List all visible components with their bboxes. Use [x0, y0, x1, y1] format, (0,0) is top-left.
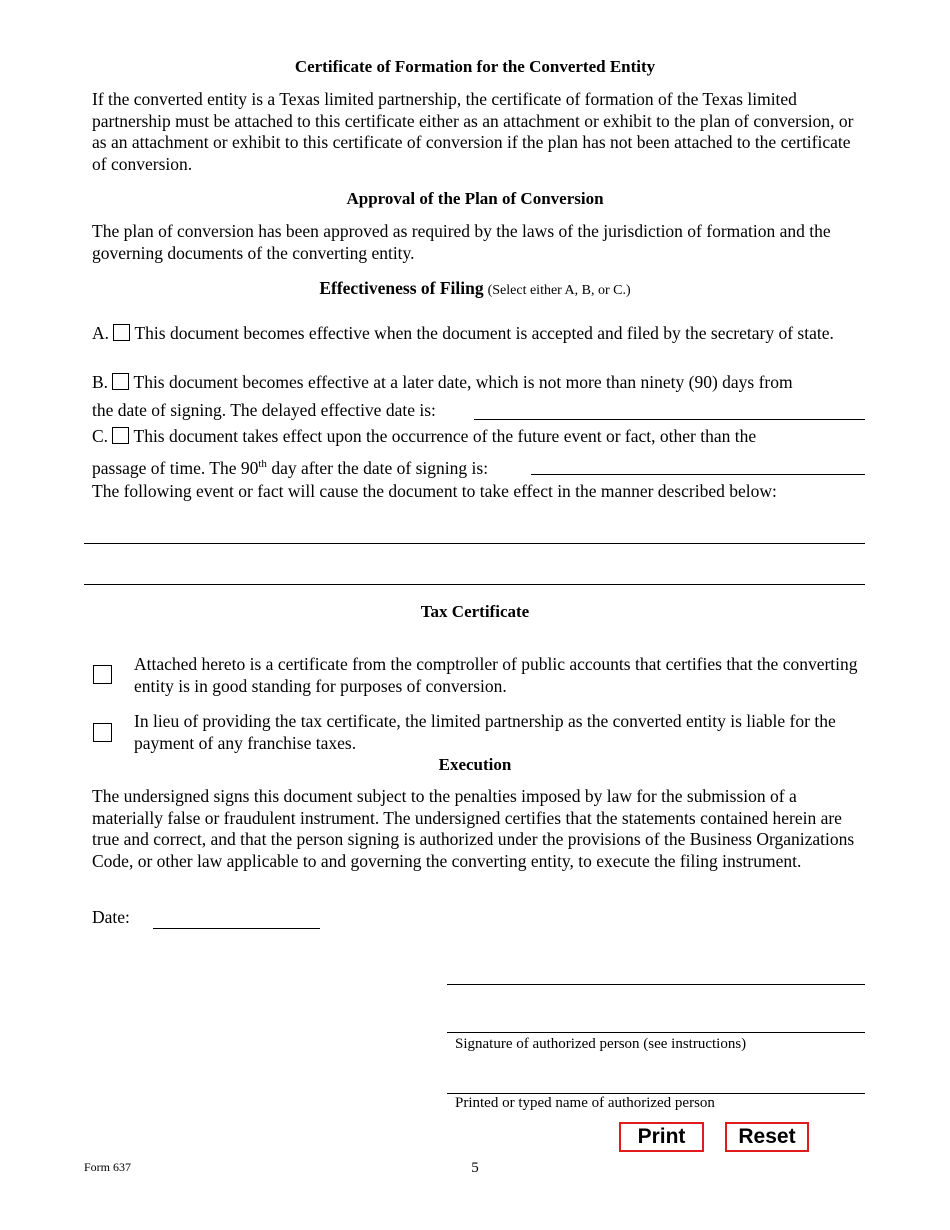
approval-text: The plan of conversion has been approved as required by the laws of the jurisdiction of formation and the governing documents of the converting entity.	[92, 221, 831, 263]
page-number: 5	[471, 1160, 479, 1176]
option-c	[92, 426, 864, 448]
event-text: The following event or fact will cause the document to take effect in the manner described below:	[92, 481, 777, 501]
execution-text: The undersigned signs this document subject to the penalties imposed by law for the submission of a materially false or fraudulent instrument. The undersigned certifies that the statements contained herein are true and correct, and that the person signing is authorized under the provisions of the Business Organizations Code, or other law applicable to and governing the converting entity, to execute the filing instrument.	[92, 786, 855, 871]
tax-option-2-text: In lieu of providing the tax certificate, the limited partnership as the converted entity is liable for the payment of any franchise taxes.	[134, 711, 836, 753]
option-c-checkbox[interactable]	[112, 427, 129, 444]
effectiveness-header	[0, 278, 950, 299]
signature-field[interactable]	[447, 1005, 865, 1033]
signature-area-field[interactable]	[447, 960, 865, 985]
option-a	[92, 323, 864, 345]
option-a-text: This document becomes effective when the document is accepted and filed by the secretary of state.	[134, 323, 834, 343]
option-b-letter: B.	[92, 372, 109, 392]
section-divider	[84, 584, 865, 585]
option-c-text-2b: day after the date of signing is:	[266, 457, 489, 478]
option-b-text-line1: This document becomes effective at a later date, which is not more than ninety (90) days from	[133, 372, 793, 392]
reset-button[interactable]: Reset	[725, 1122, 809, 1152]
option-c-text-2a: passage of time. The 90	[92, 457, 259, 478]
formation-text: If the converted entity is a Texas limited partnership, the certificate of formation of the Texas limited partnership must be attached to this certificate either as an attachment or exhibit to the plan of conversion, or as an attachment or exhibit to this certificate of conversion if the plan has not been attached to the certificate of conversion.	[92, 89, 854, 174]
option-a-checkbox[interactable]	[113, 324, 130, 341]
printed-name-field[interactable]	[447, 1070, 865, 1094]
option-a-letter: A.	[92, 323, 110, 343]
effectiveness-note: (Select either A, B, or C.)	[487, 283, 631, 298]
form-number: Form 637	[84, 1160, 132, 1174]
execution-heading: Execution	[438, 755, 512, 774]
option-b-text-line2: the date of signing. The delayed effective date is:	[92, 400, 436, 420]
event-description-field[interactable]	[84, 520, 865, 544]
formation-heading: Certificate of Formation for the Converted Entity	[294, 57, 656, 76]
delayed-effective-date-field[interactable]	[474, 399, 865, 420]
ninetieth-day-date-field[interactable]	[531, 454, 865, 475]
printed-name-label: Printed or typed name of authorized person	[455, 1095, 715, 1111]
option-c-text-line1: This document takes effect upon the occurrence of the future event or fact, other than the	[133, 426, 757, 446]
option-b-checkbox[interactable]	[112, 373, 129, 390]
date-field[interactable]	[153, 907, 320, 929]
tax-option-2-checkbox[interactable]	[93, 723, 112, 742]
option-c-letter: C.	[92, 426, 109, 446]
option-b	[92, 372, 864, 394]
signature-label: Signature of authorized person (see instructions)	[455, 1036, 747, 1052]
print-button[interactable]: Print	[619, 1122, 704, 1152]
option-c-text-line2	[92, 454, 488, 479]
tax-option-1-checkbox[interactable]	[93, 665, 112, 684]
approval-heading: Approval of the Plan of Conversion	[346, 189, 604, 208]
date-label: Date:	[92, 907, 130, 927]
tax-option-1-text: Attached hereto is a certificate from the comptroller of public accounts that certifies that the converting entity is in good standing for purposes of conversion.	[134, 654, 858, 696]
tax-heading: Tax Certificate	[420, 602, 530, 621]
option-c-superscript: th	[258, 458, 267, 470]
effectiveness-heading: Effectiveness of Filing	[319, 278, 484, 298]
